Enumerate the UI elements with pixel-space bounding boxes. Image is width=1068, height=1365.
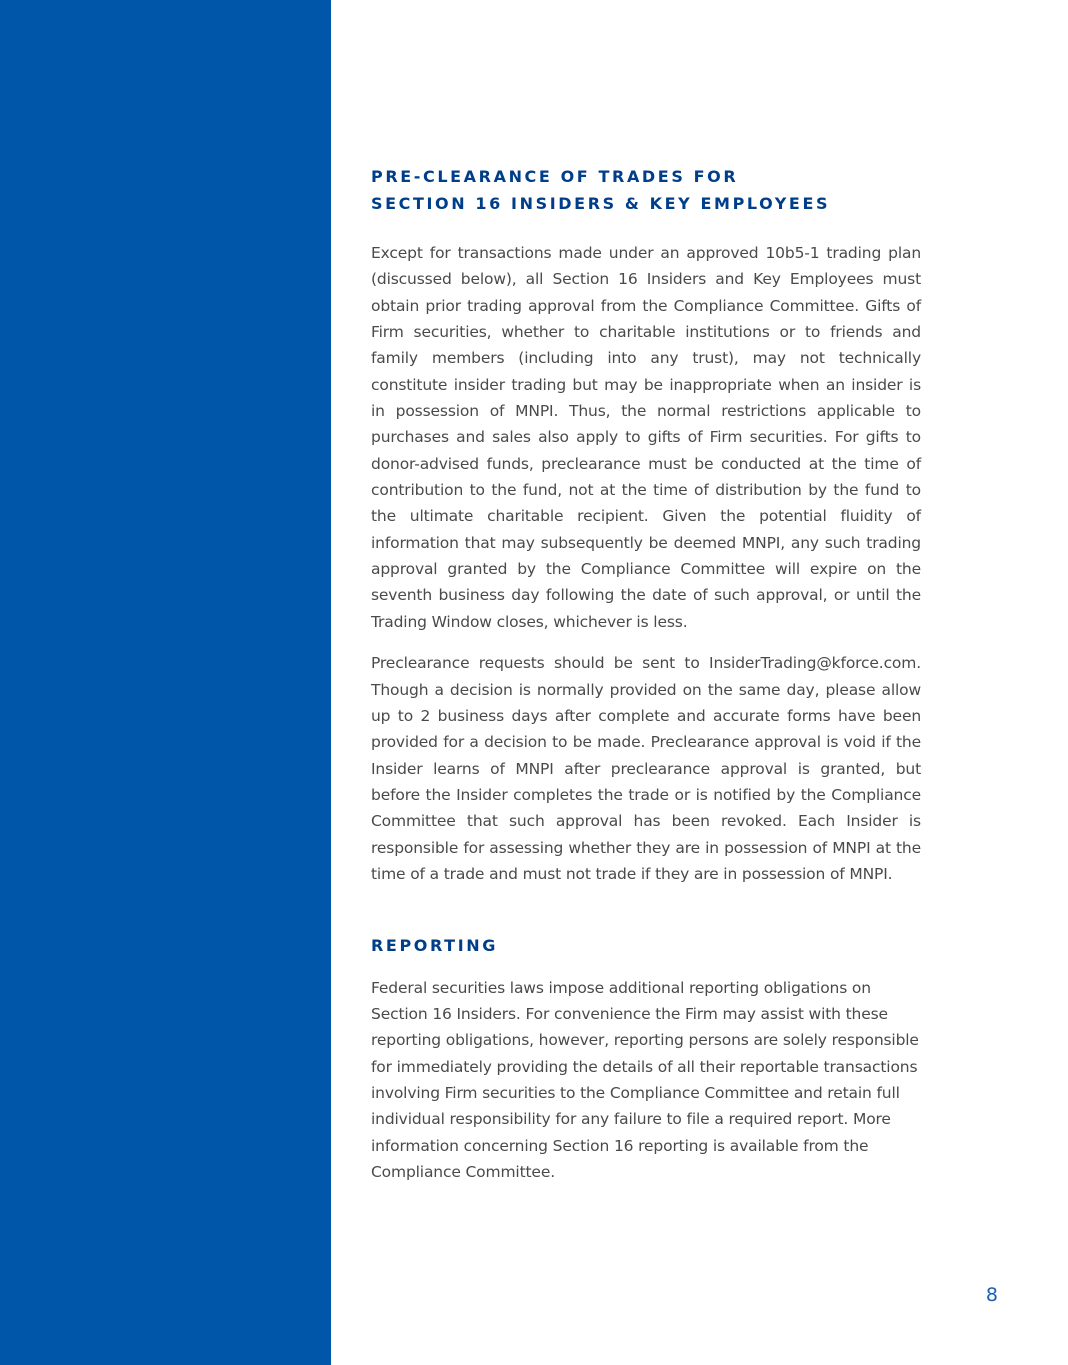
blue-sidebar-panel: [0, 0, 331, 1365]
preclearance-heading: [371, 164, 921, 217]
preclearance-paragraph-2: Preclearance requests should be sent to InsiderTrading@kforce.com. Though a decision is normally provided on the same day, please allow up to 2 business days after complete and accurate forms have been provided for a decision to be made. Preclearance approval is void if the Insider learns of MNPI after preclearance approval is granted, but before the Insider completes the trade or is notified by the Compliance Committee that such approval has been revoked. Each Insider is responsible for assessing whether they are in possession of MNPI at the time of a trade and must not trade if they are in possession of MNPI.: [371, 654, 921, 883]
reporting-paragraph: Federal securities laws impose additional reporting obligations on Section 16 Insiders. For convenience the Firm may assist with these reporting obligations, however, reporting persons are solely responsible for immediately providing the details of all their reportable transactions involving Firm securities to the Compliance Committee and retain full individual responsibility for any failure to file a required report. More information concerning Section 16 reporting is available from the Compliance Committee.: [371, 978, 919, 1182]
reporting-heading-line-1: REPORTING: [371, 936, 498, 956]
reporting-heading: [371, 933, 921, 960]
page-number: 8: [985, 1284, 998, 1306]
preclearance-heading-line-1: PRE-CLEARANCE OF TRADES FOR: [371, 167, 739, 186]
preclearance-paragraph-1: Except for transactions made under an approved 10b5-1 trading plan (discussed below), all Section 16 Insiders and Key Employees must obtain prior trading approval from the Compliance Committee. Gifts of Firm securities, whether to charitable institutions or to friends and family members (including into any trust), may not technically constitute insider trading but may be inappropriate when an insider is in possession of MNPI. Thus, the normal restrictions applicable to purchases and sales also apply to gifts of Firm securities. For gifts to donor-advised funds, preclearance must be conducted at the time of contribution to the fund, not at the time of distribution by the fund to the ultimate charitable recipient. Given the potential fluidity of information that may subsequently be deemed MNPI, any such trading approval granted by the Compliance Committee will expire on the seventh business day following the date of such approval, or until the Trading Window closes, whichever is less.: [371, 244, 921, 631]
document-body: [371, 164, 921, 1186]
preclearance-heading-line-2: SECTION 16 INSIDERS & KEY EMPLOYEES: [371, 193, 831, 213]
